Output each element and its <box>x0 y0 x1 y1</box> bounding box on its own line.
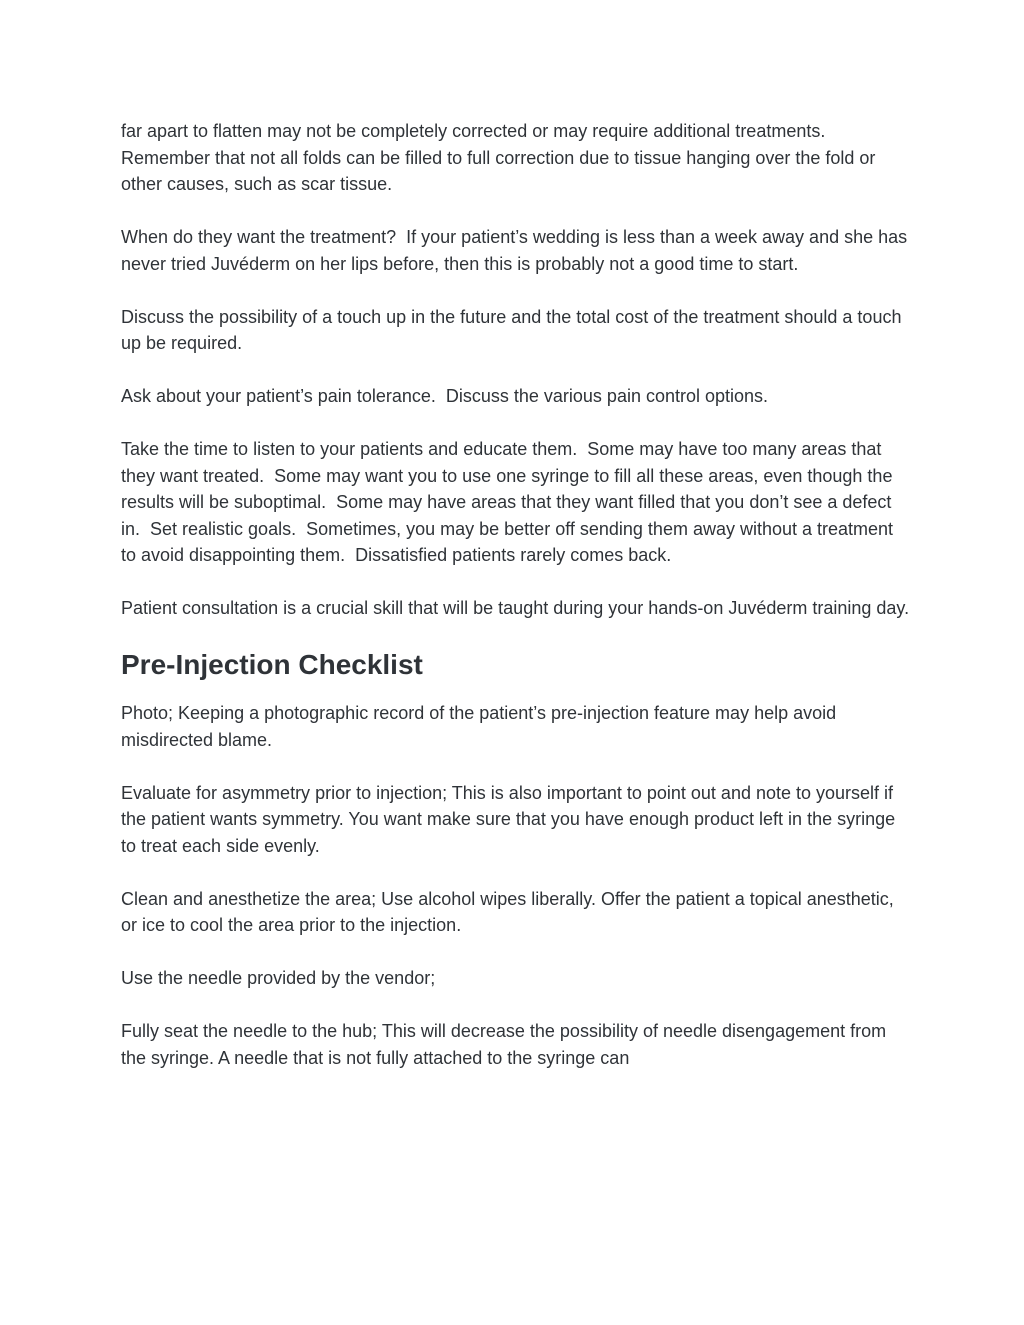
paragraph-consultation-skill: Patient consultation is a crucial skill that will be taught during your hands-on Juvéderm training day. <box>121 598 910 618</box>
paragraph-pain-tolerance: Ask about your patient’s pain tolerance. Discuss the various pain control options. <box>121 386 769 406</box>
document-page <box>121 118 911 1098</box>
checklist-item-clean-anesthetize: Clean and anesthetize the area; Use alcohol wipes liberally. Offer the patient a topical anesthetic, or ice to cool the area prior to the injection. <box>121 888 899 935</box>
checklist-item-photo: Photo; Keeping a photographic record of the patient’s pre-injection feature may help avoid misdirected blame. <box>121 703 842 750</box>
checklist-item-asymmetry: Evaluate for asymmetry prior to injection; This is also important to point out and note to yourself if the patient wants symmetry. You want make sure that you have enough product left in the syringe to treat each side evenly. <box>121 782 901 856</box>
paragraph-fold-correction: far apart to flatten may not be completely corrected or may require additional treatments. Remember that not all folds can be filled to full correction due to tissue hanging over the fold or other causes, such as scar tissue. <box>121 121 881 194</box>
paragraph-touch-up: Discuss the possibility of a touch up in the future and the total cost of the treatment should a touch up be required. <box>121 306 907 353</box>
checklist-item-seat-needle: Fully seat the needle to the hub; This will decrease the possibility of needle disengagement from the syringe. A needle that is not fully attached to the syringe can <box>121 1021 892 1068</box>
paragraph-treatment-timing: When do they want the treatment? If your patient’s wedding is less than a week away and she has never tried Juvéderm on her lips before, then this is probably not a good time to start. <box>121 227 913 274</box>
checklist-item-needle-vendor: Use the needle provided by the vendor; <box>121 968 436 988</box>
paragraph-listen-educate: Take the time to listen to your patients and educate them. Some may have too many areas that they want treated. Some may want you to use one syringe to fill all these areas, even though the results will be suboptimal. Some may have areas that they want filled that you don’t see a defect in. Set realistic goals. Sometimes, you may be better off sending them away without a treatment to avoid disappointing them. Dissatisfied patients rarely comes back. <box>121 439 899 565</box>
section-heading-pre-injection: Pre-Injection Checklist <box>121 649 423 680</box>
